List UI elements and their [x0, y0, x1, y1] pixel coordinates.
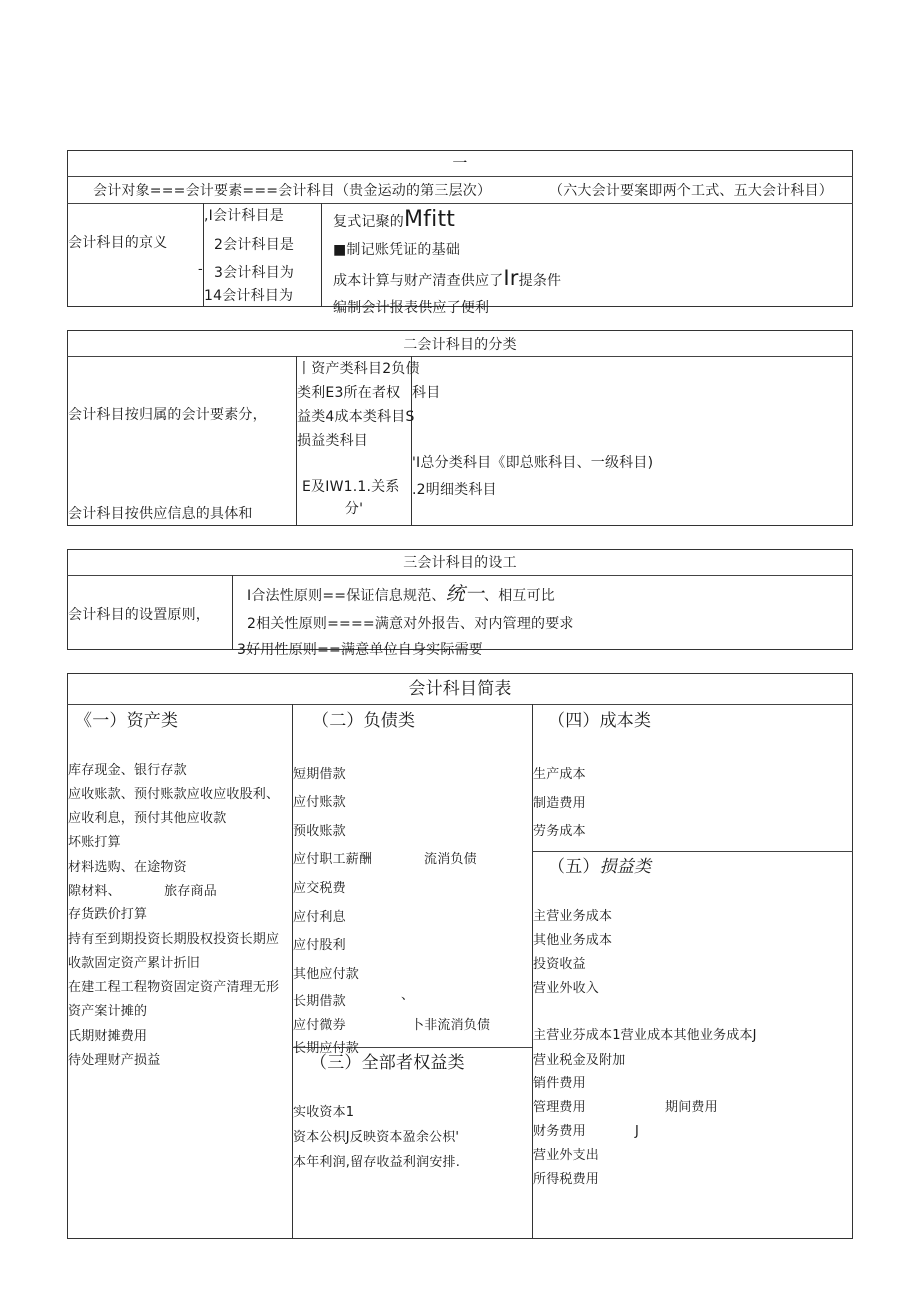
- large-text: Ir: [503, 266, 519, 290]
- list-item: 在建工程工程物资固定资产清理无形: [68, 980, 280, 995]
- list-item: 材料选购、在途物资: [68, 860, 187, 875]
- list-item: 坏账打算: [68, 835, 121, 850]
- description-line: 复式记聚的Mfitt: [333, 207, 456, 232]
- list-item: 应付股利: [293, 938, 346, 953]
- section-3-principles: [233, 576, 852, 658]
- assets-list: [68, 756, 292, 1086]
- list-item: 应收账款、预付账款应收应收股利、: [68, 787, 280, 802]
- cost-heading: （四）成本类: [548, 711, 652, 731]
- list-item: 生产成本: [533, 767, 586, 782]
- list-item: 氏期财摊费用: [68, 1029, 148, 1044]
- list-item: 短期借款: [293, 767, 346, 782]
- list-item: 其他业务成本: [533, 933, 613, 948]
- section-1-subheader-left: 会计对象===会计要素===会计科目（贵金运动的第三层次）: [93, 183, 492, 199]
- divider: [532, 851, 853, 852]
- list-item: 营业外支出: [533, 1148, 600, 1163]
- item-line: 14会计科目为: [204, 288, 294, 304]
- large-text: 统一: [445, 583, 484, 605]
- list-item: 预收账款: [293, 824, 346, 839]
- list-item: 长期应付款: [293, 1041, 360, 1056]
- list-item: 库存现金、银行存款: [68, 763, 187, 778]
- assets-heading: 《一）资产类: [75, 711, 179, 731]
- list-item: 营业外收入: [533, 981, 600, 996]
- section-2-row2-label: 会计科目按供应信息的具体和: [68, 506, 253, 522]
- section-1-subheader-right: （六大会计要案即两个工式、五大会计科目）: [549, 183, 833, 199]
- divider: [67, 356, 853, 357]
- divider: [67, 176, 853, 177]
- dash-mark: -: [198, 262, 203, 277]
- liabilities-heading: （二）负债类: [312, 711, 416, 731]
- list-item: 应付利息: [293, 910, 346, 925]
- section-1-items: [204, 204, 320, 306]
- noncurrent-liabilities-label: 卜非流消负债: [411, 1018, 491, 1033]
- principle-line: 3好用性原则==满意单位自身实际需要: [237, 642, 483, 658]
- list-item: 投资收益: [533, 957, 586, 972]
- item-line: 2会计科目是: [214, 237, 295, 253]
- list-item: 应付账款: [293, 795, 346, 810]
- category-line: 分': [344, 501, 364, 517]
- section-2-row1-label: 会计科目按归属的会计要素分，: [68, 407, 267, 423]
- item-line: ,I会计科目是: [204, 208, 284, 224]
- list-item: 其他应付款: [293, 967, 360, 982]
- section-1-row-label: 会计科目的京义: [68, 235, 168, 251]
- section-2-right-line: 'I总分类科目《即总账科目、一级科目): [412, 455, 654, 471]
- list-item: 应收利息，预付其他应收款: [68, 811, 227, 826]
- divider: [411, 356, 412, 526]
- list-item: 本年利润,留存收益利润安排.: [293, 1155, 461, 1170]
- divider: [67, 704, 853, 705]
- section-1-descriptions: [322, 204, 852, 316]
- current-liabilities-label: 流消负债: [424, 852, 477, 867]
- section-3-title: 三会计科目的设工: [403, 555, 517, 571]
- list-item: 劳务成本: [533, 824, 586, 839]
- principle-line: I合法性原则==保证信息规范、统一、相互可比: [247, 583, 555, 605]
- category-line: 益类4成本类科目S: [297, 409, 415, 425]
- comma-mark: 、: [401, 988, 415, 1003]
- list-item: 资产案计摊的: [68, 1004, 148, 1019]
- category-line: 损益类科目: [297, 433, 368, 449]
- large-text: Mfitt: [404, 207, 456, 232]
- list-item: 隙材料、 旅存商品: [68, 884, 217, 899]
- section-2-middle: [297, 357, 420, 525]
- list-item: 财务费用: [533, 1124, 586, 1139]
- profit-loss-heading: （五）损益类: [548, 857, 652, 877]
- category-line: 丨资产类科目2负债: [297, 361, 420, 377]
- category-line: 类利E3所在者权: [297, 385, 401, 401]
- section-2-title: 二会计科目的分类: [403, 337, 517, 353]
- list-item: 资本公枳J反映资本盈余公枳': [293, 1130, 460, 1145]
- list-item: 制造费用: [533, 796, 586, 811]
- list-item: 应付微券: [293, 1018, 346, 1033]
- list-item: 主营业务成本: [533, 909, 613, 924]
- list-item: 应付职工薪酬: [293, 852, 373, 867]
- description-line: 编制会计报表供应了便利: [333, 300, 490, 316]
- list-item: 收款固定资产累计折旧: [68, 956, 201, 971]
- list-item: 营业税金及附加: [533, 1053, 626, 1068]
- section-3-row-label: 会计科目的设置原则，: [68, 607, 210, 623]
- period-expense-label: 期间费用: [665, 1100, 718, 1115]
- item-line: 3会计科目为: [214, 265, 295, 281]
- category-line: E及IW1.1.关系: [302, 479, 400, 495]
- list-item: 主营业芬成本1营业成本其他业务成本J: [533, 1028, 757, 1043]
- list-item: 销件费用: [533, 1076, 586, 1091]
- description-line: ■制记账凭证的基础: [333, 242, 461, 258]
- section-1-title: 一: [452, 154, 468, 172]
- description-line: 成本计算与财产清查供应了Ir提条件: [333, 266, 562, 290]
- list-item: 应交税费: [293, 881, 346, 896]
- principle-line: 2相关性原则====满意对外报告、对内管理的要求: [247, 616, 574, 632]
- list-item: 存货跌价打算: [68, 907, 148, 922]
- list-item: 所得税费用: [533, 1172, 600, 1187]
- list-item: 待处理财产损益: [68, 1053, 161, 1068]
- liabilities-list: [293, 756, 531, 1056]
- section-2-right-top: 科目: [412, 385, 441, 401]
- summary-table-title: 会计科目简表: [408, 679, 512, 699]
- equity-heading: （三）全部者权益类: [310, 1053, 465, 1073]
- list-item: 管理费用: [533, 1100, 586, 1115]
- section-2-right-line: .2明细类科目: [412, 482, 497, 498]
- list-item: 长期借款: [293, 994, 346, 1009]
- list-item: 实收资本1: [293, 1105, 355, 1120]
- bracket-mark: J: [635, 1124, 640, 1139]
- list-item: 持有至到期投资长期股权投资长期应: [68, 932, 280, 947]
